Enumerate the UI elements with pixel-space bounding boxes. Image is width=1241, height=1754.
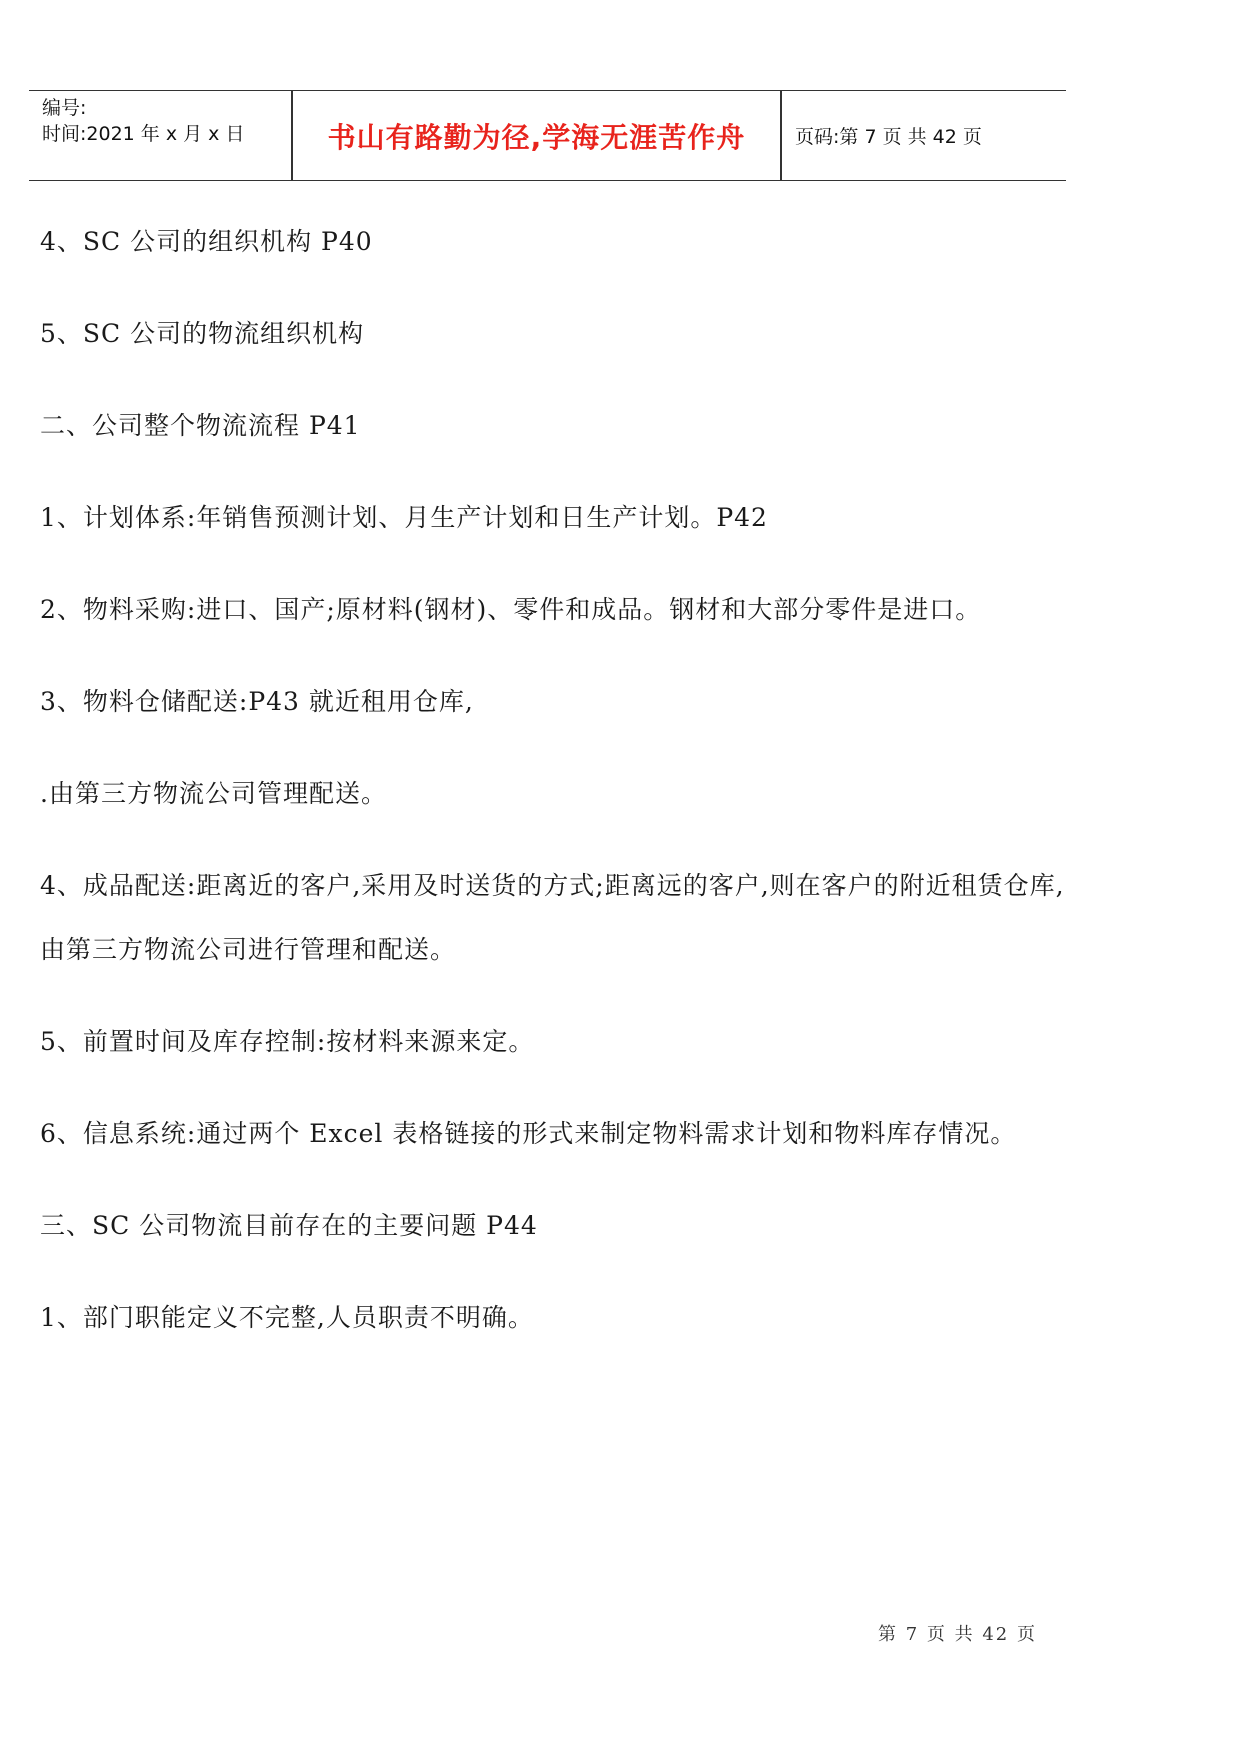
paragraph: 1、计划体系:年销售预测计划、月生产计划和日生产计划。P42 xyxy=(40,503,768,532)
paragraph: 2、物料采购:进口、国产;原材料(钢材)、零件和成品。钢材和大部分零件是进口。 xyxy=(40,595,982,624)
paragraph: 4、成品配送:距离近的客户,采用及时送货的方式;距离远的客户,则在客户的附近租赁仓库,由第三方物流公司进行管理和配送。 xyxy=(40,871,1065,964)
header-divider xyxy=(780,91,782,180)
document-number-label: 编号: xyxy=(42,97,87,119)
paragraph: 二、公司整个物流流程 P41 xyxy=(40,411,361,440)
header-page-info: 页码:第 7 页 共 42 页 xyxy=(795,126,982,148)
header-meta-cell xyxy=(29,91,291,180)
paragraph: 5、前置时间及库存控制:按材料来源来定。 xyxy=(40,1027,535,1056)
paragraph: 4、SC 公司的组织机构 P40 xyxy=(40,227,373,256)
paragraph: 6、信息系统:通过两个 Excel 表格链接的形式来制定物料需求计划和物料库存情况。 xyxy=(40,1119,1017,1148)
paragraph: 1、部门职能定义不完整,人员职责不明确。 xyxy=(40,1303,534,1332)
paragraph: 3、物料仓储配送:P43 就近租用仓库, xyxy=(40,687,474,716)
document-time-label: 时间:2021 年 x 月 x 日 xyxy=(42,123,245,145)
paragraph: 三、SC 公司物流目前存在的主要问题 P44 xyxy=(40,1211,538,1240)
document-header xyxy=(29,90,1066,181)
paragraph: .由第三方物流公司管理配送。 xyxy=(40,779,387,808)
document-body xyxy=(40,210,1070,1378)
page-footer: 第 7 页 共 42 页 xyxy=(878,1624,1037,1645)
header-motto: 书山有路勤为径,学海无涯苦作舟 xyxy=(327,120,746,154)
paragraph: 5、SC 公司的物流组织机构 xyxy=(40,319,365,348)
